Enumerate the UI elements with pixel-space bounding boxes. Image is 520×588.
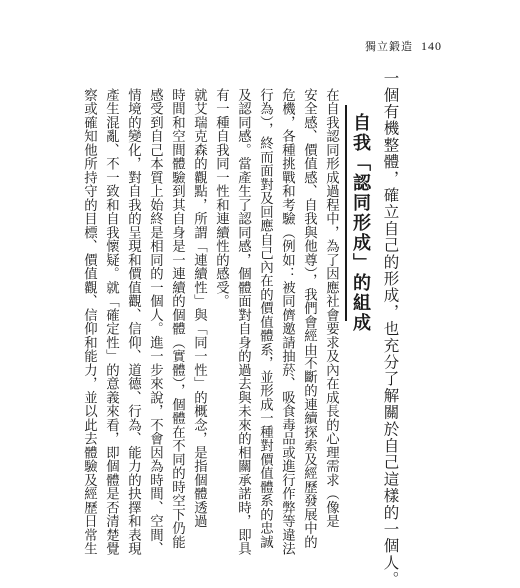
- text-line: 有一種自我同一性和連續性的感受。: [213, 88, 229, 308]
- running-header: [365, 38, 442, 54]
- text-line: 時間和空間體驗到其自身是一連續的個體（實體），個體在不同的時空下仍能: [169, 88, 185, 549]
- text-line: 安全感、價值感、自我與他尊），我們會經由不斷的連續探索及經歷發展中的: [301, 88, 317, 549]
- text-line: 感受到自己本質上始終是相同的一個人。進一步來說，不會因為時間、空間、: [147, 88, 163, 556]
- text-line: 產生混亂、不一致和自我懷疑。就「確定性」的意義來看，即個體是否清楚覺: [103, 88, 119, 556]
- text-line: 在自我認同形成過程中，為了因應社會要求及內在成長的心理需求（像是: [323, 88, 339, 528]
- section-heading: 自我「認同形成」的組成: [350, 113, 371, 333]
- text-line: 危機，各種挑戰和考驗（例如：被同儕邀請抽菸、吸食毒品或進行作弊等違法: [279, 88, 295, 556]
- text-line: 察或確知他所持守的目標、價值觀、信仰和能力，並以此去體驗及經歷日常生: [81, 88, 97, 556]
- text-line: 情境的變化，對自我的呈現和價值觀、信仰、道德、行為、能力的抉擇和表現: [125, 88, 141, 556]
- text-line: 及認同感。當產生了認同感，個體面對自身的過去與未來的相關承諾時，即具: [235, 88, 251, 556]
- intro-line: 一個有機整體，確立自己的形成，也充分了解關於自己這樣的一個人。: [381, 70, 400, 588]
- text-line: 就艾瑞克森的觀點，所謂「連續性」與「同一性」的概念，是指個體透過: [191, 88, 207, 528]
- heading-rule: [345, 105, 347, 321]
- running-title: 獨立鍛造: [365, 40, 413, 53]
- text-line: 行為），終而面對及回應自己內在的價值體系，並形成一種對價值體系的忠誠: [257, 88, 273, 549]
- page-number: 140: [421, 39, 442, 53]
